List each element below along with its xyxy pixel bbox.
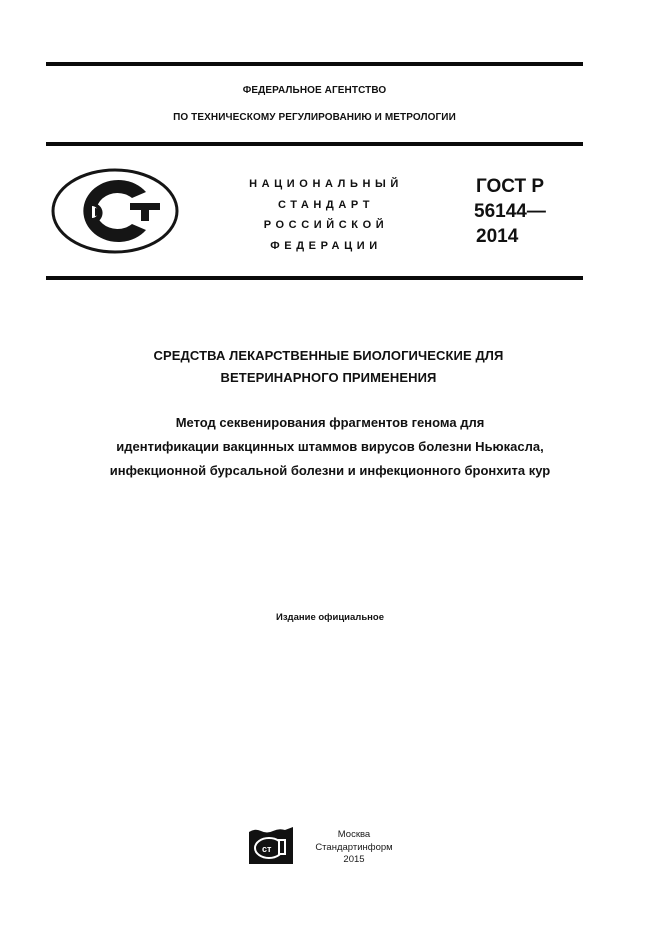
document-subtitle-line-2: идентификации вакцинных штаммов вирусов болезни Ньюкасла, (116, 439, 544, 454)
national-standard-line-2: СТАНДАРТ (277, 198, 375, 211)
agency-name-line-1: ФЕДЕРАЛЬНОЕ АГЕНТСТВО (242, 85, 387, 96)
designation-line-3: 2014 (476, 226, 519, 247)
document-title (46, 345, 611, 389)
publication-year: 2015 (343, 854, 365, 865)
document-title-line-1: СРЕДСТВА ЛЕКАРСТВЕННЫЕ БИОЛОГИЧЕСКИЕ ДЛЯ (153, 348, 504, 363)
publisher-city: Москва (337, 829, 371, 840)
document-subtitle-line-3: инфекционной бурсальной болезни и инфекционного бронхита кур (109, 463, 551, 478)
header-divider-rule (46, 142, 583, 146)
national-standard-line-1: НАЦИОНАЛЬНЫЙ (249, 178, 403, 190)
national-standard-line-4: ФЕДЕРАЦИИ (270, 239, 382, 252)
document-title-line-2: ВЕТЕРИНАРНОГО ПРИМЕНЕНИЯ (220, 370, 437, 385)
designation-line-1: ГОСТ Р (476, 176, 545, 197)
agency-name-line-2: ПО ТЕХНИЧЕСКОМУ РЕГУЛИРОВАНИЮ И МЕТРОЛОГИИ (173, 112, 456, 123)
official-edition-label: Издание официальное (276, 612, 384, 623)
standard-designation (476, 174, 546, 249)
national-standard-line-3: РОССИЙСКОЙ (263, 219, 389, 231)
national-standard-label (226, 174, 426, 256)
gost-r-emblem-icon (50, 166, 180, 256)
document-subtitle (30, 411, 630, 483)
top-rule (46, 62, 583, 66)
publisher-imprint (294, 829, 414, 867)
svg-text:ст: ст (262, 844, 272, 854)
standartinform-logo-icon (249, 827, 294, 864)
header-bottom-rule (46, 276, 583, 280)
designation-line-2: 56144— (474, 201, 546, 222)
publisher-name: Стандартинформ (315, 841, 393, 853)
document-subtitle-line-1: Метод секвенирования фрагментов генома для (175, 415, 485, 430)
